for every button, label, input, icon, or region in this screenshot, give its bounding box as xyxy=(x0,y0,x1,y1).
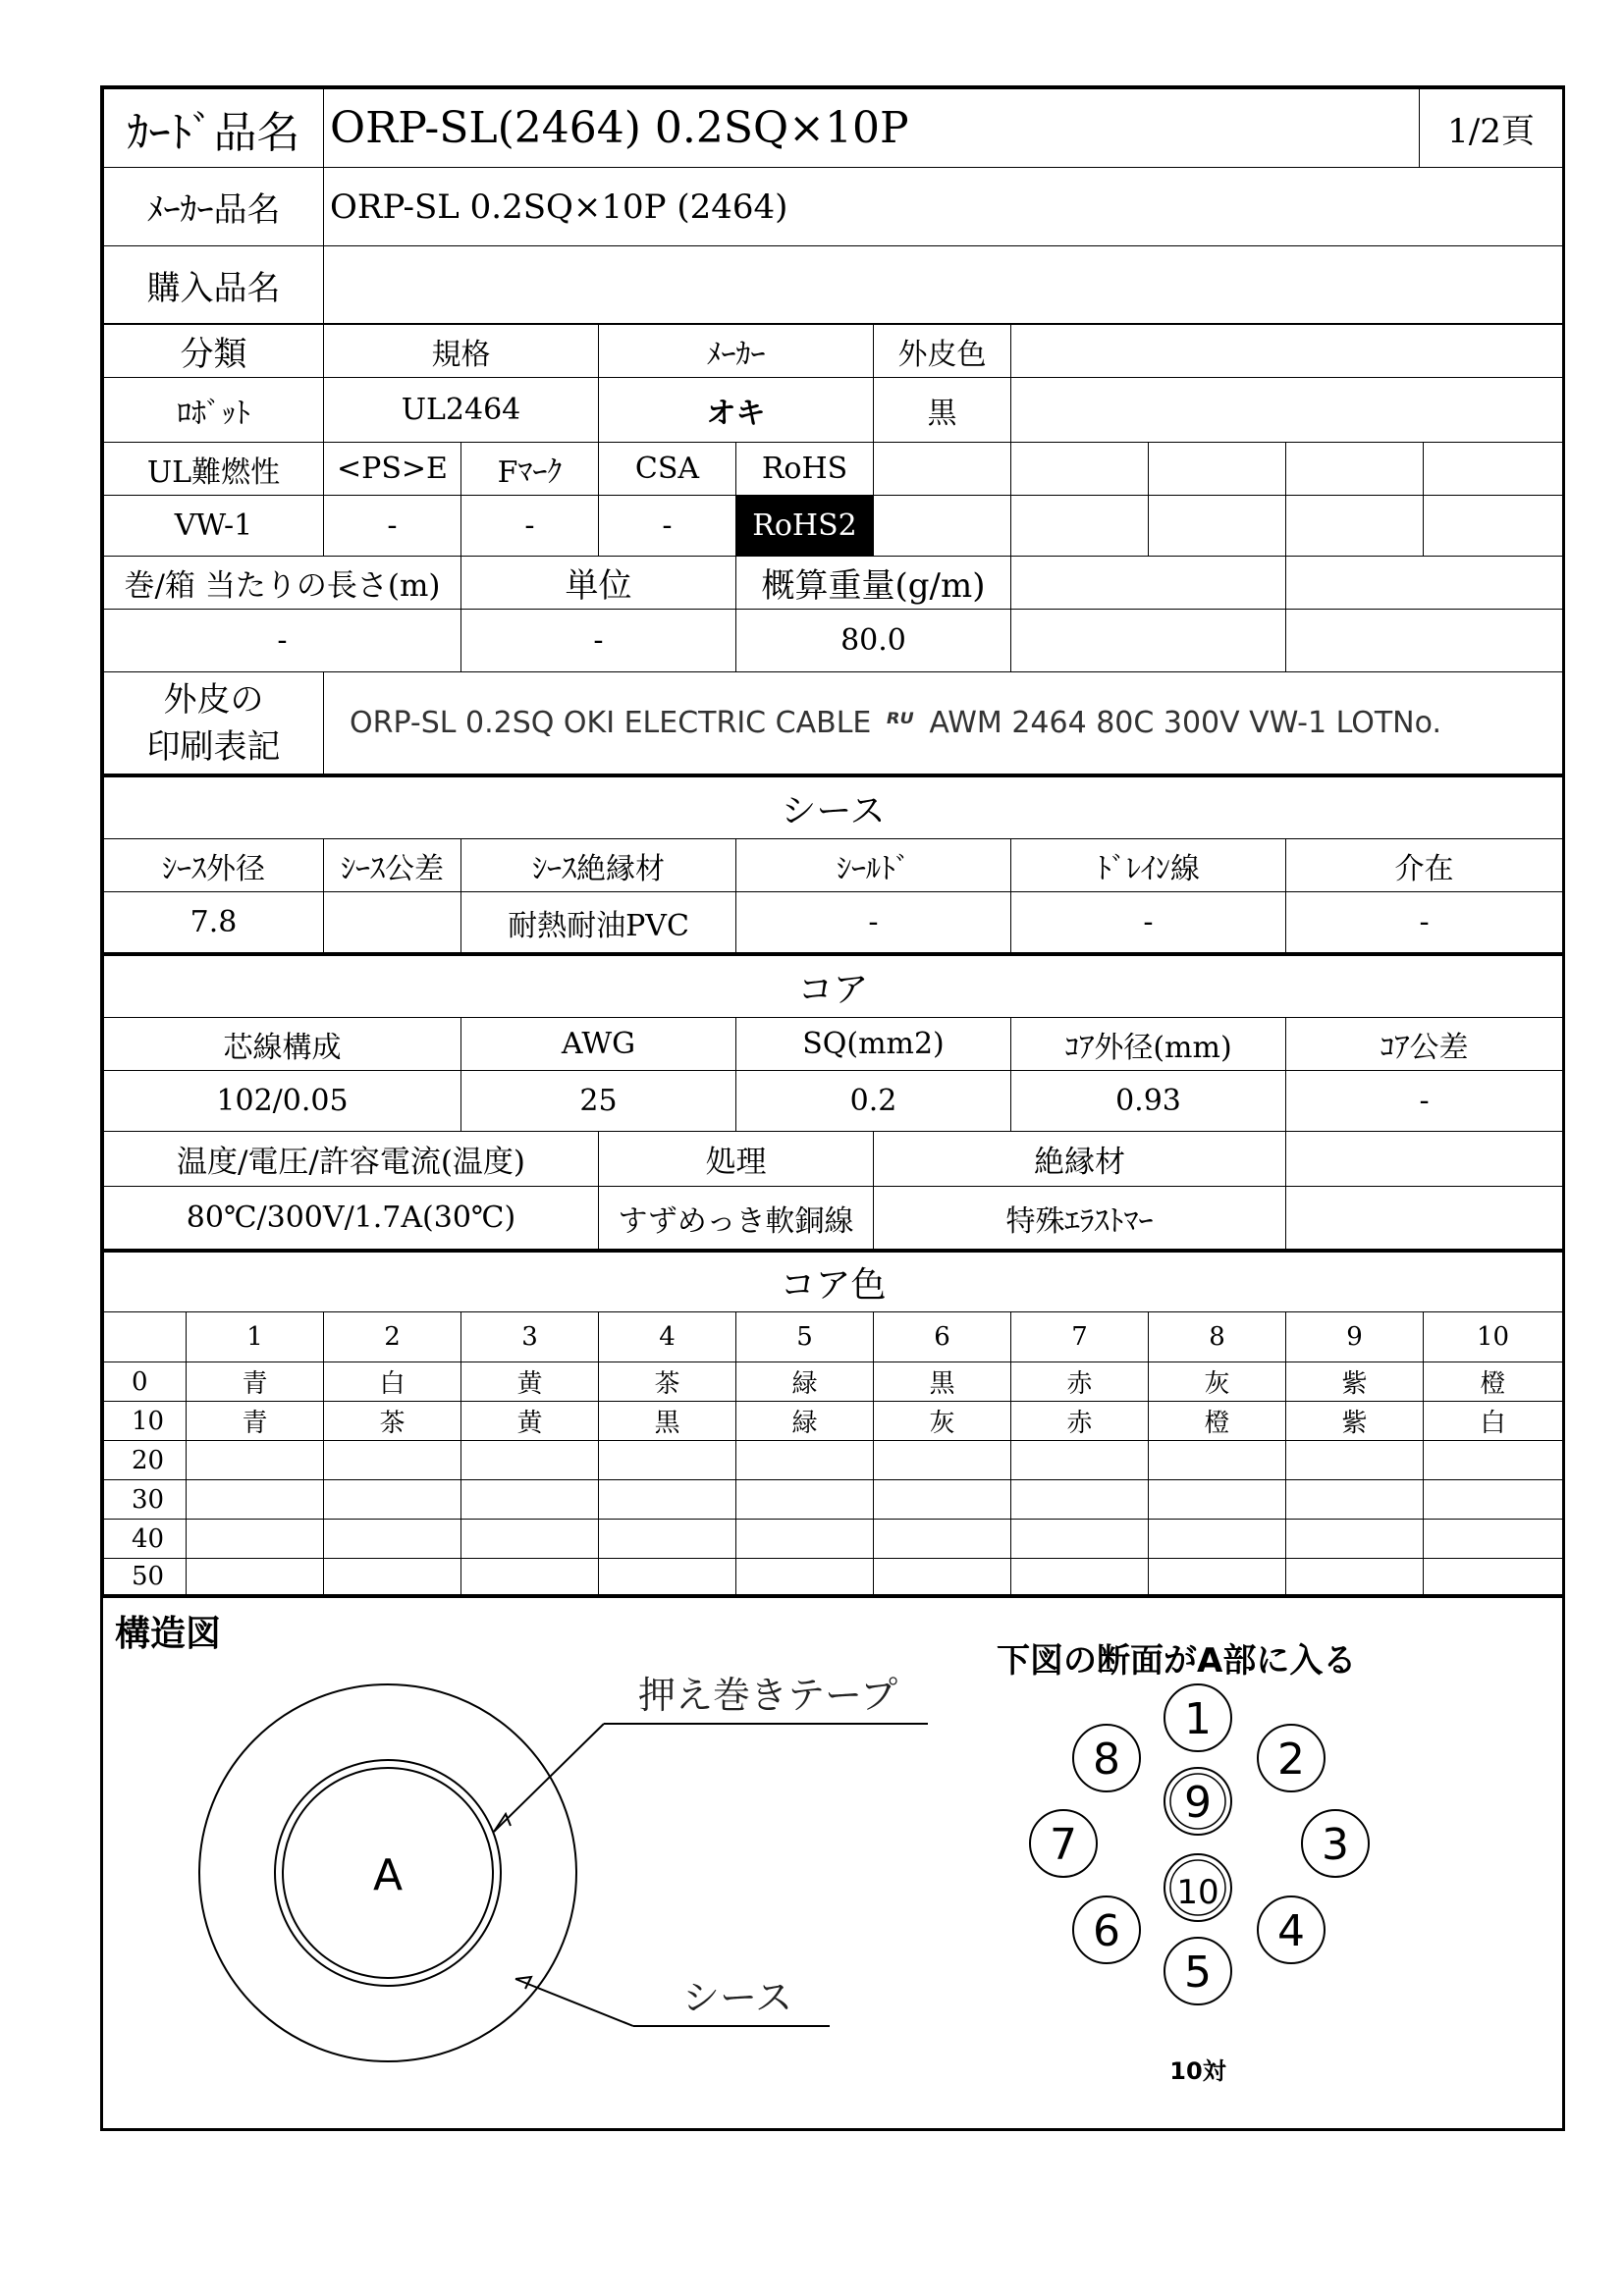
f-mark-value: - xyxy=(461,496,599,557)
color-col-header: 2 xyxy=(324,1312,461,1362)
color-cell: 灰 xyxy=(1149,1362,1286,1402)
rating-label: 温度/電圧/許容電流(温度) xyxy=(104,1132,599,1187)
core-od-value: 0.93 xyxy=(1011,1071,1286,1132)
filler-label: 介在 xyxy=(1286,839,1563,892)
color-col-header: 7 xyxy=(1011,1312,1149,1362)
color-cell: 黒 xyxy=(874,1362,1011,1402)
color-cell xyxy=(736,1480,874,1520)
print-label-line2: 印刷表記 xyxy=(146,726,281,767)
color-cell: 灰 xyxy=(874,1402,1011,1441)
color-cell xyxy=(1424,1559,1563,1595)
sheath-tolerance-value xyxy=(324,892,461,953)
conductor-number: 5 xyxy=(1184,1948,1212,1998)
color-cell xyxy=(736,1441,874,1480)
shield-value: - xyxy=(736,892,1011,953)
color-cell xyxy=(1011,1480,1149,1520)
color-cell xyxy=(874,1480,1011,1520)
color-cell: 黒 xyxy=(599,1402,736,1441)
color-cell xyxy=(599,1441,736,1480)
print-text-after: AWM 2464 80C 300V VW-1 LOTNo. xyxy=(929,706,1441,740)
color-col-header: 5 xyxy=(736,1312,874,1362)
color-row-label: 20 xyxy=(104,1441,187,1480)
color-col-header: 4 xyxy=(599,1312,736,1362)
ul-recognized-icon: ᴿᵁ xyxy=(886,707,914,739)
section-note: 下図の断面がA部に入る xyxy=(997,1641,1357,1681)
tape-leader xyxy=(494,1724,604,1832)
color-cell xyxy=(736,1559,874,1595)
color-cell xyxy=(1011,1520,1149,1559)
conductor-number: 6 xyxy=(1093,1906,1120,1956)
rohs-value: RoHS2 xyxy=(736,496,874,557)
print-label-line1: 外皮の xyxy=(163,679,264,720)
rohs-label: RoHS xyxy=(736,443,874,496)
color-cell: 茶 xyxy=(599,1362,736,1402)
color-cell xyxy=(599,1480,736,1520)
drain-wire-label: ﾄﾞﾚｲﾝ線 xyxy=(1011,839,1286,892)
class-label: 分類 xyxy=(104,325,324,378)
treatment-label: 処理 xyxy=(599,1132,874,1187)
color-cell xyxy=(1011,1441,1149,1480)
color-col-header: 9 xyxy=(1286,1312,1424,1362)
filler-value: - xyxy=(1286,892,1563,953)
card-name-value: ORP-SL(2464) 0.2SQ×10P xyxy=(324,89,1420,168)
print-text-before: ORP-SL 0.2SQ OKI ELECTRIC CABLE xyxy=(350,706,872,740)
core-section-title: コア xyxy=(104,955,1563,1018)
unit-value: - xyxy=(461,610,736,672)
structure-title: 構造図 xyxy=(115,1614,222,1654)
sheath-insulation-value: 耐熱耐油PVC xyxy=(461,892,736,953)
ul-flame-value: VW-1 xyxy=(104,496,324,557)
color-row-label: 50 xyxy=(104,1559,187,1595)
color-cell xyxy=(599,1520,736,1559)
color-row-label: 0 xyxy=(104,1362,187,1402)
color-row xyxy=(104,1480,1563,1520)
color-cell: 緑 xyxy=(736,1362,874,1402)
color-row xyxy=(104,1559,1563,1595)
jacket-color-label: 外皮色 xyxy=(874,325,1011,378)
color-cell: 青 xyxy=(187,1402,324,1441)
sq-value: 0.2 xyxy=(736,1071,1011,1132)
color-row-label: 10 xyxy=(104,1402,187,1441)
color-cell xyxy=(1424,1520,1563,1559)
color-cell xyxy=(324,1441,461,1480)
color-col-header: 8 xyxy=(1149,1312,1286,1362)
conductor-number: 9 xyxy=(1184,1778,1212,1828)
conductor-number: 4 xyxy=(1277,1906,1305,1956)
insulation-label: 絶縁材 xyxy=(874,1132,1286,1187)
print-label xyxy=(104,672,324,774)
color-cell xyxy=(461,1559,599,1595)
color-row xyxy=(104,1402,1563,1441)
conductor-number: 7 xyxy=(1050,1820,1077,1870)
rating-value: 80℃/300V/1.7A(30℃) xyxy=(104,1187,599,1250)
page-number: 1/2頁 xyxy=(1420,89,1563,168)
conductor-group xyxy=(1030,1684,1369,2004)
color-cell xyxy=(736,1520,874,1559)
sheath-od-value: 7.8 xyxy=(104,892,324,953)
color-cell xyxy=(1286,1441,1424,1480)
core-color-title: コア色 xyxy=(104,1252,1563,1312)
jacket-print-text xyxy=(324,672,1563,774)
pair-count-note: 10対 xyxy=(1169,2057,1226,2085)
color-cell xyxy=(187,1520,324,1559)
color-cell xyxy=(1286,1559,1424,1595)
color-cell xyxy=(187,1480,324,1520)
pse-label: <PS>E xyxy=(324,443,461,496)
f-mark-label: Fﾏｰｸ xyxy=(461,443,599,496)
color-cell: 黄 xyxy=(461,1402,599,1441)
conductor-number: 1 xyxy=(1184,1694,1212,1744)
color-col-header: 10 xyxy=(1424,1312,1563,1362)
standard-label: 規格 xyxy=(324,325,599,378)
color-cell xyxy=(874,1520,1011,1559)
conductor-number: 3 xyxy=(1322,1820,1349,1870)
awg-label: AWG xyxy=(461,1018,736,1071)
color-cell xyxy=(461,1520,599,1559)
color-cell xyxy=(324,1520,461,1559)
color-cell xyxy=(1286,1480,1424,1520)
color-cell xyxy=(187,1441,324,1480)
sheath-tolerance-label: ｼｰｽ公差 xyxy=(324,839,461,892)
length-value: - xyxy=(104,610,461,672)
csa-label: CSA xyxy=(599,443,736,496)
sheath-od-label: ｼｰｽ外径 xyxy=(104,839,324,892)
color-cell: 白 xyxy=(1424,1402,1563,1441)
color-col-header: 3 xyxy=(461,1312,599,1362)
strand-value: 102/0.05 xyxy=(104,1071,461,1132)
classification-table xyxy=(103,324,1563,774)
sheath-insulation-label: ｼｰｽ絶縁材 xyxy=(461,839,736,892)
conductor-number: 2 xyxy=(1277,1735,1305,1785)
unit-label: 単位 xyxy=(461,557,736,610)
color-cell: 赤 xyxy=(1011,1402,1149,1441)
color-col-header: 6 xyxy=(874,1312,1011,1362)
spec-sheet xyxy=(100,85,1565,2131)
conductor-number: 8 xyxy=(1093,1735,1120,1785)
color-cell: 茶 xyxy=(324,1402,461,1441)
purchase-name-label: 購入品名 xyxy=(104,246,324,324)
color-cell xyxy=(599,1559,736,1595)
color-cell xyxy=(1286,1520,1424,1559)
color-cell xyxy=(1424,1480,1563,1520)
color-cell: 黄 xyxy=(461,1362,599,1402)
structure-diagram xyxy=(103,1595,1562,2101)
insulation-value: 特殊ｴﾗｽﾄﾏｰ xyxy=(874,1187,1286,1250)
maker-name-value: ORP-SL 0.2SQ×10P (2464) xyxy=(324,168,1563,246)
color-cell xyxy=(874,1441,1011,1480)
color-cell xyxy=(1424,1441,1563,1480)
color-cell: 青 xyxy=(187,1362,324,1402)
color-row-label: 40 xyxy=(104,1520,187,1559)
purchase-name-value xyxy=(324,246,1563,324)
color-cell: 緑 xyxy=(736,1402,874,1441)
color-row-label: 30 xyxy=(104,1480,187,1520)
pse-value: - xyxy=(324,496,461,557)
sq-label: SQ(mm2) xyxy=(736,1018,1011,1071)
card-name-label: ｶｰﾄﾞ品名 xyxy=(104,89,324,168)
color-cell: 赤 xyxy=(1011,1362,1149,1402)
class-value: ﾛﾎﾞｯﾄ xyxy=(104,378,324,443)
core-color-table xyxy=(103,1250,1563,1595)
strand-label: 芯線構成 xyxy=(104,1018,461,1071)
jacket-color-value: 黒 xyxy=(874,378,1011,443)
sheath-section-title: シース xyxy=(104,776,1563,839)
core-table xyxy=(103,953,1563,1250)
color-cell xyxy=(187,1559,324,1595)
color-cell: 紫 xyxy=(1286,1402,1424,1441)
maker-name-label: ﾒｰｶｰ品名 xyxy=(104,168,324,246)
core-od-label: ｺｱ外径(mm) xyxy=(1011,1018,1286,1071)
color-row xyxy=(104,1362,1563,1402)
weight-value: 80.0 xyxy=(736,610,1011,672)
color-cell: 紫 xyxy=(1286,1362,1424,1402)
structure-svg xyxy=(103,1598,1562,2101)
core-tolerance-label: ｺｱ公差 xyxy=(1286,1018,1563,1071)
color-cell xyxy=(461,1480,599,1520)
awg-value: 25 xyxy=(461,1071,736,1132)
ul-flame-label: UL難燃性 xyxy=(104,443,324,496)
maker-value: オキ xyxy=(599,378,874,443)
length-label: 巻/箱 当たりの長さ(m) xyxy=(104,557,461,610)
sheath-table xyxy=(103,774,1563,953)
weight-label: 概算重量(g/m) xyxy=(736,557,1011,610)
standard-value: UL2464 xyxy=(324,378,599,443)
header-table xyxy=(103,88,1563,324)
color-cell xyxy=(461,1441,599,1480)
color-cell xyxy=(1149,1520,1286,1559)
sheath-diagram-label: シース xyxy=(682,1976,793,2019)
csa-value: - xyxy=(599,496,736,557)
color-cell xyxy=(874,1559,1011,1595)
color-cell xyxy=(1149,1559,1286,1595)
color-cell: 橙 xyxy=(1424,1362,1563,1402)
color-cell xyxy=(1149,1441,1286,1480)
shield-label: ｼｰﾙﾄﾞ xyxy=(736,839,1011,892)
color-cell xyxy=(1149,1480,1286,1520)
color-row xyxy=(104,1520,1563,1559)
tape-label: 押え巻きテープ xyxy=(638,1674,898,1717)
color-cell xyxy=(1011,1559,1149,1595)
core-tolerance-value: - xyxy=(1286,1071,1563,1132)
sheath-leader xyxy=(515,1979,633,2026)
color-cell: 白 xyxy=(324,1362,461,1402)
color-cell: 橙 xyxy=(1149,1402,1286,1441)
maker-label: ﾒｰｶｰ xyxy=(599,325,874,378)
drain-wire-value: - xyxy=(1011,892,1286,953)
color-cell xyxy=(324,1480,461,1520)
conductor-number: 10 xyxy=(1176,1873,1219,1912)
color-col-header: 1 xyxy=(187,1312,324,1362)
core-a-label: A xyxy=(372,1850,404,1900)
color-row xyxy=(104,1441,1563,1480)
treatment-value: すずめっき軟銅線 xyxy=(599,1187,874,1250)
color-cell xyxy=(324,1559,461,1595)
